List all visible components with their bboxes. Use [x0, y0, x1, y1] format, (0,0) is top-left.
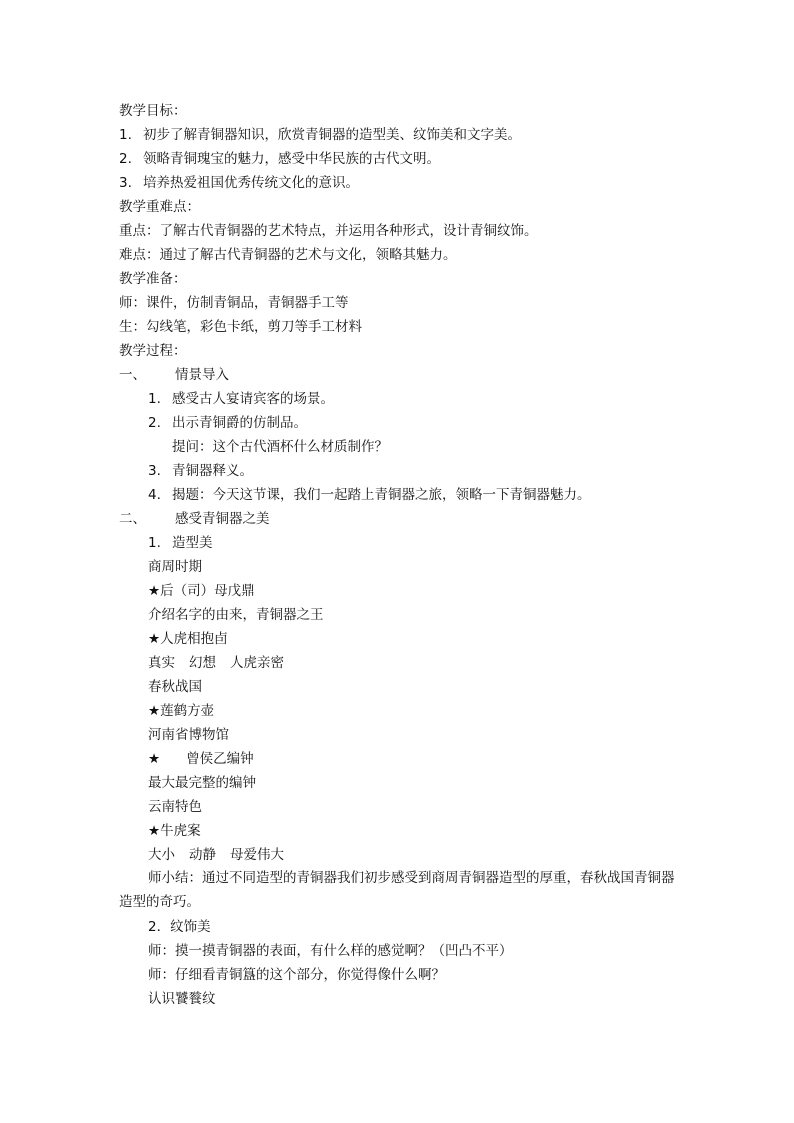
list-number: 2．	[148, 919, 171, 935]
section-number: 二、	[119, 511, 146, 527]
artifact-item-1: ★后（司）母戊鼎	[148, 583, 255, 599]
key-point-difficulty: 难点：通过了解古代青铜器的艺术与文化，领略其魅力。	[119, 247, 457, 263]
desc-word: 大小	[148, 847, 175, 863]
list-number: 1.	[119, 127, 132, 143]
teacher-question-2: 师：仔细看青铜簋的这个部分，你觉得像什么啊？	[148, 967, 445, 983]
period-chunqiu: 春秋战国	[148, 679, 202, 695]
list-text: 纹饰美	[170, 919, 211, 935]
objective-item-1	[119, 125, 521, 145]
teacher-summary: 师小结：通过不同造型的青铜器我们初步感受到商周青铜器造型的厚重，春秋战国青铜器造型的奇巧。	[119, 870, 675, 910]
section-1-item-4	[148, 485, 591, 505]
period-shang-zhou: 商周时期	[148, 559, 202, 575]
artifact-item-5: ★牛虎案	[148, 823, 201, 839]
desc-word: 人虎亲密	[230, 655, 284, 671]
objective-item-3	[119, 173, 359, 193]
list-number: 3.	[119, 175, 132, 191]
pattern-intro: 认识饕餮纹	[148, 991, 216, 1007]
artifact-name: 曾侯乙编钟	[186, 751, 254, 767]
section-2-sub-2	[148, 917, 211, 937]
section-1-item-1	[148, 389, 334, 409]
desc-word: 幻想	[189, 655, 216, 671]
preparation-teacher: 师：课件，仿制青铜品，青铜器手工等	[119, 295, 349, 311]
list-text: 领略青铜瑰宝的魅力，感受中华民族的古代文明。	[143, 151, 440, 167]
section-number: 一、	[119, 367, 146, 383]
artifact-item-3-desc: 河南省博物馆	[148, 727, 229, 743]
list-number: 3.	[148, 463, 161, 479]
key-point-focus: 重点：了解古代青铜器的艺术特点，并运用各种形式，设计青铜纹饰。	[119, 223, 538, 239]
list-text: 感受古人宴请宾客的场景。	[172, 391, 334, 407]
list-number: 2.	[148, 415, 161, 431]
objective-item-2	[119, 149, 440, 169]
objectives-heading: 教学目标：	[119, 103, 187, 119]
key-points-heading: 教学重难点：	[119, 199, 200, 215]
desc-word: 母爱伟大	[230, 847, 284, 863]
preparation-student: 生：勾线笔，彩色卡纸，剪刀等手工材料	[119, 319, 362, 335]
list-number: 2.	[119, 151, 132, 167]
desc-word: 真实	[148, 655, 175, 671]
artifact-item-5-desc	[148, 845, 284, 865]
section-2-sub-1	[148, 533, 213, 553]
list-text: 培养热爱祖国优秀传统文化的意识。	[143, 175, 359, 191]
list-text: 造型美	[172, 535, 213, 551]
artifact-item-4-desc: 最大最完整的编钟	[148, 775, 256, 791]
section-title: 情景导入	[175, 367, 229, 383]
desc-word: 动静	[189, 847, 216, 863]
artifact-item-2-desc	[148, 653, 284, 673]
section-2-heading	[119, 509, 270, 529]
list-number: 1.	[148, 391, 161, 407]
process-heading: 教学过程：	[119, 343, 187, 359]
artifact-item-4	[148, 749, 254, 769]
list-text: 青铜器释义。	[172, 463, 253, 479]
section-1-item-2	[148, 413, 307, 433]
star-icon: ★	[148, 751, 161, 767]
artifact-item-2: ★人虎相抱卣	[148, 631, 228, 647]
section-1-item-3	[148, 461, 253, 481]
section-1-heading	[119, 365, 229, 385]
list-number: 4.	[148, 487, 161, 503]
preparation-heading: 教学准备：	[119, 271, 187, 287]
list-number: 1.	[148, 535, 161, 551]
list-text: 出示青铜爵的仿制品。	[172, 415, 307, 431]
artifact-item-3: ★莲鹤方壶	[148, 703, 215, 719]
section-title: 感受青铜器之美	[175, 511, 270, 527]
teacher-question-1: 师：摸一摸青铜器的表面，有什么样的感觉啊？（凹凸不平）	[148, 943, 513, 959]
section-1-question: 提问：这个古代酒杯什么材质制作？	[172, 439, 388, 455]
list-text: 揭题：今天这节课，我们一起踏上青铜器之旅，领略一下青铜器魅力。	[172, 487, 591, 503]
region-yunnan: 云南特色	[148, 799, 202, 815]
list-text: 初步了解青铜器知识，欣赏青铜器的造型美、纹饰美和文字美。	[143, 127, 521, 143]
artifact-item-1-desc: 介绍名字的由来，青铜器之王	[148, 607, 324, 623]
